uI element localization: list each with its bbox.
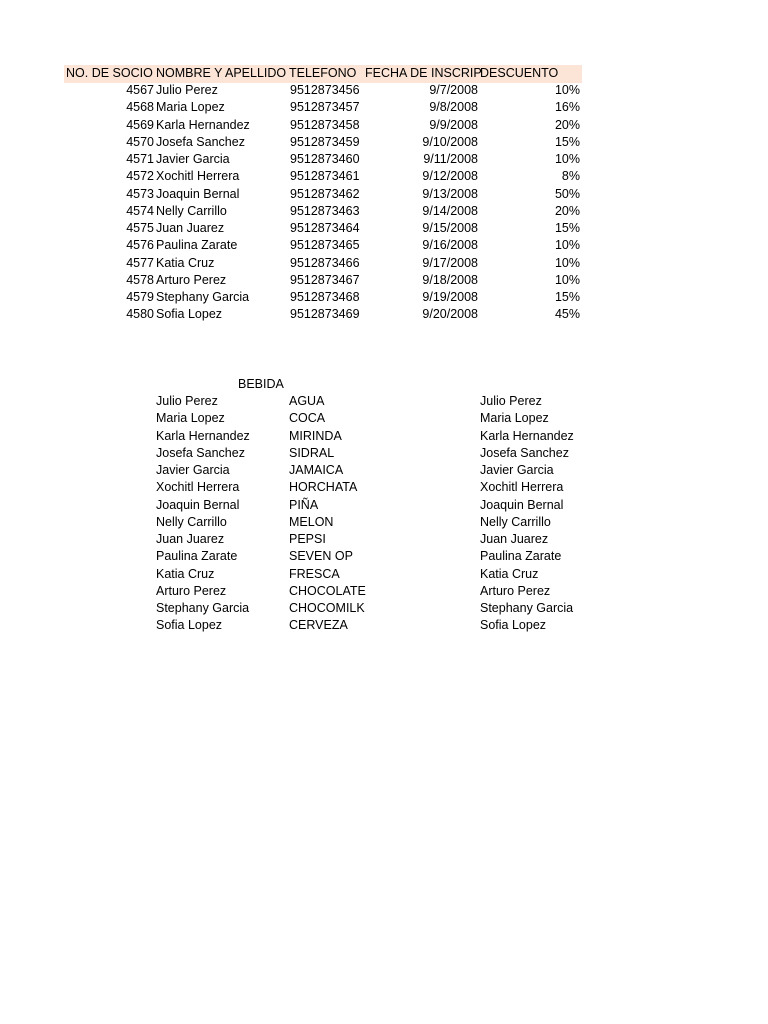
member-date: 9/13/2008: [422, 186, 478, 201]
member-date: 9/8/2008: [429, 100, 478, 115]
member-name: Paulina Zarate: [156, 238, 238, 253]
drink-person-name: Josefa Sanchez: [156, 445, 245, 460]
member-date: 9/10/2008: [422, 134, 478, 149]
drink-person-name-copy: Javier Garcia: [480, 463, 554, 477]
drink-person-name-copy: Stephany Garcia: [480, 601, 574, 615]
member-number: 4570: [126, 134, 154, 149]
header-fecha-inscrip: FECHA DE INSCRIP: [365, 66, 482, 80]
member-date: 9/16/2008: [422, 238, 478, 253]
member-name: Josefa Sanchez: [156, 134, 245, 149]
member-phone: 9512873457: [290, 100, 360, 115]
member-date: 9/7/2008: [429, 83, 478, 97]
member-date: 9/14/2008: [422, 203, 478, 218]
member-name: Karla Hernandez: [156, 117, 250, 132]
drink-person-name-copy: Xochitl Herrera: [480, 480, 564, 495]
header-telefono: TELEFONO: [289, 66, 357, 80]
member-phone: 9512873466: [290, 255, 360, 270]
drink-person-name-copy: Karla Hernandez: [480, 428, 574, 443]
drink-person-name: Xochitl Herrera: [156, 480, 240, 495]
drink-person-name: Katia Cruz: [156, 566, 215, 581]
drink-person-name: Nelly Carrillo: [156, 514, 227, 529]
member-name: Stephany Garcia: [156, 290, 250, 304]
member-name: Maria Lopez: [156, 100, 225, 115]
member-date: 9/12/2008: [422, 169, 478, 184]
member-phone: 9512873459: [290, 134, 360, 149]
member-phone: 9512873467: [290, 272, 360, 287]
member-name: Julio Perez: [156, 83, 218, 97]
member-discount: 10%: [554, 152, 580, 166]
member-date: 9/18/2008: [422, 272, 478, 287]
member-phone: 9512873461: [290, 169, 360, 184]
drink-person-name-copy: Katia Cruz: [480, 566, 539, 581]
drink-person-name: Juan Juarez: [156, 532, 225, 546]
member-number: 4573: [126, 186, 154, 201]
member-name: Arturo Perez: [156, 272, 227, 287]
drink-person-name: Karla Hernandez: [156, 428, 250, 443]
drink-name: MELON: [289, 514, 334, 529]
drink-person-name: Paulina Zarate: [156, 549, 238, 564]
member-phone: 9512873456: [290, 83, 360, 97]
drink-person-name-copy: Juan Juarez: [480, 532, 549, 546]
drink-name: FRESCA: [289, 566, 340, 581]
member-number: 4577: [126, 255, 154, 270]
member-number: 4569: [126, 117, 154, 132]
drink-person-name-copy: Paulina Zarate: [480, 549, 562, 564]
drink-person-name: Joaquin Bernal: [156, 497, 240, 512]
drink-name: SEVEN OP: [289, 549, 353, 564]
member-discount: 50%: [554, 186, 580, 201]
drink-person-name-copy: Arturo Perez: [480, 583, 551, 598]
member-number: 4580: [126, 307, 154, 322]
drink-person-name-copy: Nelly Carrillo: [480, 514, 551, 529]
drink-name: HORCHATA: [289, 480, 358, 495]
drink-person-name: Javier Garcia: [156, 463, 230, 477]
member-number: 4567: [126, 83, 154, 97]
drink-name: PEPSI: [289, 532, 326, 546]
member-date: 9/11/2008: [423, 152, 478, 166]
header-no-socio: NO. DE SOCIO: [66, 66, 153, 80]
member-discount: 10%: [554, 255, 580, 270]
member-discount: 15%: [554, 221, 580, 235]
header-descuento: DESCUENTO: [480, 66, 559, 80]
drink-person-name: Maria Lopez: [156, 411, 225, 426]
drink-name: AGUA: [289, 394, 325, 408]
member-discount: 10%: [554, 272, 580, 287]
drink-name: JAMAICA: [289, 463, 344, 477]
drink-name: PIÑA: [289, 497, 319, 512]
member-phone: 9512873463: [290, 203, 360, 218]
drink-person-name: Stephany Garcia: [156, 601, 250, 615]
drink-name: CERVEZA: [289, 618, 348, 633]
member-discount: 10%: [554, 83, 580, 97]
member-number: 4578: [126, 272, 154, 287]
drink-name: CHOCOMILK: [289, 601, 365, 615]
drink-person-name-copy: Julio Perez: [480, 394, 542, 408]
drinks-header-bebida: BEBIDA: [238, 377, 284, 391]
member-name: Katia Cruz: [156, 255, 215, 270]
member-name: Sofia Lopez: [156, 307, 223, 322]
drink-person-name: Sofia Lopez: [156, 618, 223, 633]
drink-name: SIDRAL: [289, 445, 335, 460]
member-discount: 10%: [554, 238, 580, 253]
member-number: 4579: [126, 290, 154, 304]
member-discount: 20%: [554, 117, 580, 132]
member-date: 9/19/2008: [422, 290, 478, 304]
member-discount: 8%: [561, 169, 580, 184]
drink-name: MIRINDA: [289, 428, 342, 443]
member-number: 4574: [126, 203, 154, 218]
member-phone: 9512873462: [290, 186, 360, 201]
member-name: Javier Garcia: [156, 152, 230, 166]
member-discount: 15%: [554, 134, 580, 149]
member-date: 9/15/2008: [422, 221, 478, 235]
member-discount: 45%: [554, 307, 580, 322]
drink-person-name-copy: Sofia Lopez: [480, 618, 547, 633]
member-name: Nelly Carrillo: [156, 203, 227, 218]
member-phone: 9512873468: [290, 290, 360, 304]
member-name: Xochitl Herrera: [156, 169, 240, 184]
drink-name: CHOCOLATE: [289, 583, 366, 598]
drink-person-name-copy: Maria Lopez: [480, 411, 549, 426]
member-name: Joaquin Bernal: [156, 186, 240, 201]
member-phone: 9512873460: [290, 152, 360, 166]
member-number: 4568: [126, 100, 154, 115]
member-date: 9/17/2008: [422, 255, 478, 270]
member-number: 4575: [126, 221, 154, 235]
member-phone: 9512873465: [290, 238, 360, 253]
header-nombre-apellido: NOMBRE Y APELLIDO: [156, 66, 287, 80]
drink-person-name: Julio Perez: [156, 394, 218, 408]
member-date: 9/20/2008: [422, 307, 478, 322]
member-number: 4576: [126, 238, 154, 253]
drink-person-name-copy: Josefa Sanchez: [480, 445, 569, 460]
member-discount: 20%: [554, 203, 580, 218]
member-number: 4571: [126, 152, 154, 166]
drink-person-name-copy: Joaquin Bernal: [480, 497, 564, 512]
member-number: 4572: [126, 169, 154, 184]
member-discount: 15%: [554, 290, 580, 304]
member-name: Juan Juarez: [156, 221, 225, 235]
drink-person-name: Arturo Perez: [156, 583, 227, 598]
member-date: 9/9/2008: [429, 117, 478, 132]
member-discount: 16%: [554, 100, 580, 115]
member-phone: 9512873469: [290, 307, 360, 322]
drink-name: COCA: [289, 411, 326, 426]
member-phone: 9512873458: [290, 117, 360, 132]
member-phone: 9512873464: [290, 221, 360, 235]
